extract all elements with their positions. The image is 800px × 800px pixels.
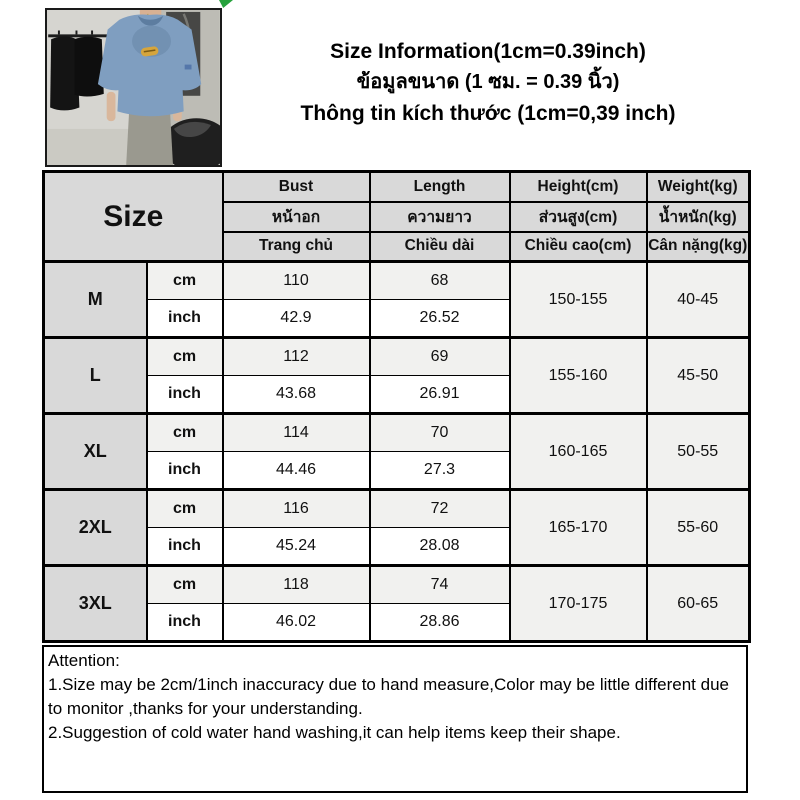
bust-cm-value: 110 [223, 262, 370, 300]
model-left-arm [107, 92, 116, 121]
header-length-th: ความยาว [370, 202, 510, 232]
size-info-title [228, 36, 748, 129]
length-inch-value: 27.3 [370, 452, 510, 490]
header-weight-th: น้ำหนัก(kg) [647, 202, 750, 232]
length-inch-value: 28.08 [370, 528, 510, 566]
length-inch-value: 26.91 [370, 376, 510, 414]
title-english: Size Information(1cm=0.39inch) [330, 40, 646, 63]
unit-cm-label: cm [147, 414, 223, 452]
product-photo-illustration [47, 10, 220, 165]
header-height-en: Height(cm) [510, 172, 647, 202]
title-vietnamese: Thông tin kích thước (1cm=0,39 inch) [300, 102, 676, 125]
attention-box [42, 645, 748, 793]
clothes-rack-bar [48, 34, 108, 37]
weight-range-value: 40-45 [647, 262, 750, 338]
size-row-3xl-cm [44, 566, 750, 604]
length-cm-value: 69 [370, 338, 510, 376]
unit-cm-label: cm [147, 566, 223, 604]
header-height-vi: Chiều cao(cm) [510, 232, 647, 262]
size-label-2xl: 2XL [44, 490, 147, 566]
title-thai: ข้อมูลขนาด (1 ซม. = 0.39 นิ้ว) [356, 71, 620, 93]
size-row-m-cm [44, 262, 750, 300]
unit-inch-label: inch [147, 528, 223, 566]
size-header-cell: Size [44, 172, 223, 262]
header-weight-vi: Cân nặng(kg) [647, 232, 750, 262]
bust-cm-value: 118 [223, 566, 370, 604]
product-photo [45, 8, 222, 167]
header-bust-th: หน้าอก [223, 202, 370, 232]
length-inch-value: 28.86 [370, 604, 510, 642]
bust-inch-value: 45.24 [223, 528, 370, 566]
weight-range-value: 45-50 [647, 338, 750, 414]
green-corner-mark [219, 0, 233, 8]
attention-note-2: 2.Suggestion of cold water hand washing,it can help items keep their shape. [48, 723, 621, 742]
length-cm-value: 72 [370, 490, 510, 528]
sleeve-tag [185, 65, 192, 70]
unit-inch-label: inch [147, 300, 223, 338]
bust-cm-value: 114 [223, 414, 370, 452]
model-pants [126, 111, 173, 165]
unit-inch-label: inch [147, 452, 223, 490]
size-label-m: M [44, 262, 147, 338]
size-label-xl: XL [44, 414, 147, 490]
height-range-value: 150-155 [510, 262, 647, 338]
bust-cm-value: 116 [223, 490, 370, 528]
unit-cm-label: cm [147, 490, 223, 528]
bust-inch-value: 44.46 [223, 452, 370, 490]
height-range-value: 170-175 [510, 566, 647, 642]
length-cm-value: 74 [370, 566, 510, 604]
height-range-value: 155-160 [510, 338, 647, 414]
weight-range-value: 55-60 [647, 490, 750, 566]
header-length-en: Length [370, 172, 510, 202]
size-label-3xl: 3XL [44, 566, 147, 642]
header-length-vi: Chiều dài [370, 232, 510, 262]
attention-heading: Attention: [48, 651, 120, 670]
bust-inch-value: 43.68 [223, 376, 370, 414]
header-row-english [44, 172, 750, 202]
size-row-l-cm [44, 338, 750, 376]
attention-note-1: 1.Size may be 2cm/1inch inaccuracy due to hand measure,Color may be little different due to monitor ,thanks for your understanding. [48, 675, 729, 718]
header-bust-vi: Trang chủ [223, 232, 370, 262]
unit-cm-label: cm [147, 338, 223, 376]
weight-range-value: 50-55 [647, 414, 750, 490]
header-bust-en: Bust [223, 172, 370, 202]
length-cm-value: 68 [370, 262, 510, 300]
bust-inch-value: 42.9 [223, 300, 370, 338]
unit-inch-label: inch [147, 604, 223, 642]
size-row-2xl-cm [44, 490, 750, 528]
weight-range-value: 60-65 [647, 566, 750, 642]
height-range-value: 165-170 [510, 490, 647, 566]
size-label-l: L [44, 338, 147, 414]
bust-cm-value: 112 [223, 338, 370, 376]
unit-inch-label: inch [147, 376, 223, 414]
length-inch-value: 26.52 [370, 300, 510, 338]
height-range-value: 160-165 [510, 414, 647, 490]
size-row-xl-cm [44, 414, 750, 452]
size-table [42, 170, 751, 643]
header-height-th: ส่วนสูง(cm) [510, 202, 647, 232]
unit-cm-label: cm [147, 262, 223, 300]
header-weight-en: Weight(kg) [647, 172, 750, 202]
bust-inch-value: 46.02 [223, 604, 370, 642]
length-cm-value: 70 [370, 414, 510, 452]
